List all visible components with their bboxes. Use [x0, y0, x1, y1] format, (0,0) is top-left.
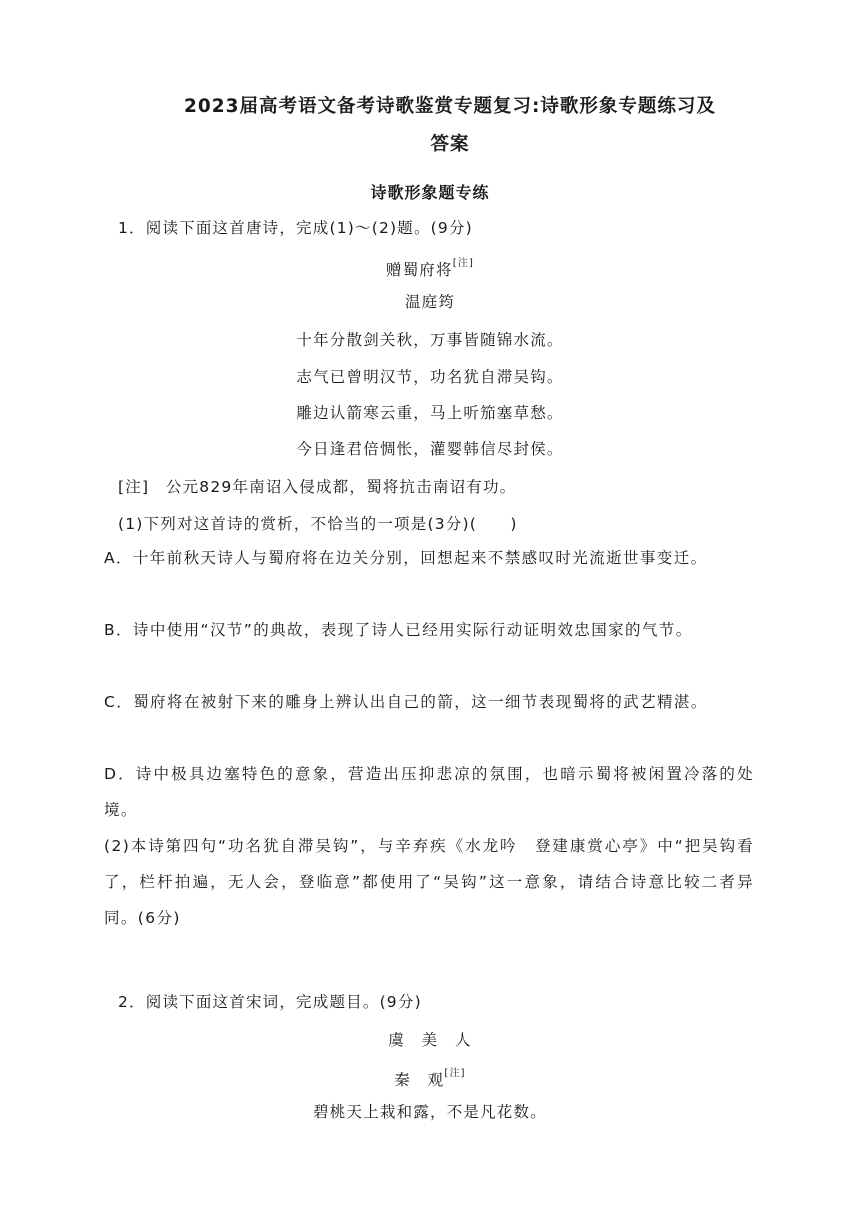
q2-poet — [0, 1064, 860, 1090]
q1-poem-title-text: 赠蜀府将 — [385, 261, 453, 279]
q1-poem-line-4: 今日逢君倍惆怅，灌婴韩信尽封侯。 — [296, 440, 564, 458]
document-title-line1: 2023届高考语文备考诗歌鉴赏专题复习:诗歌形象专题练习及 — [184, 96, 716, 117]
q2-poet-note-mark: [注] — [444, 1068, 466, 1079]
q1-option-d: D．诗中极具边塞特色的意象，营造出压抑悲凉的氛围，也暗示蜀将被闲置冷落的处境。 — [104, 765, 754, 819]
q1-poem-line-1: 十年分散剑关秋，万事皆随锦水流。 — [296, 331, 564, 349]
q2-intro: 2．阅读下面这首宋词，完成题目。(9分) — [118, 993, 422, 1011]
q1-sub2: (2)本诗第四句“功名犹自滞吴钩”，与辛弃疾《水龙吟 登建康赏心亭》中“把吴钩看了，栏杆拍遍，无人会，登临意”都使用了“吴钩”这一意象，请结合诗意比较二者异同。(6分) — [104, 837, 754, 927]
q1-poem-line-2: 志气已曾明汉节，功名犹自滞吴钩。 — [296, 368, 564, 386]
q1-option-b: B．诗中使用“汉节”的典故，表现了诗人已经用实际行动证明效忠国家的气节。 — [104, 621, 693, 639]
q1-poem-line-3: 雕边认箭寒云重，马上听笳塞草愁。 — [296, 404, 564, 422]
q1-sub1: (1)下列对这首诗的赏析，不恰当的一项是(3分)( ) — [118, 515, 518, 533]
q1-option-c: C．蜀府将在被射下来的雕身上辨认出自己的箭，这一细节表现蜀将的武艺精湛。 — [104, 693, 708, 711]
document-title-line2: 答案 — [430, 134, 470, 155]
q1-note: [注] 公元829年南诏入侵成都，蜀将抗击南诏有功。 — [118, 478, 517, 496]
q2-poem-title: 虞 美 人 — [388, 1031, 472, 1049]
q1-poem-title — [0, 254, 860, 280]
q1-option-a: A．十年前秋天诗人与蜀府将在边关分别，回想起来不禁感叹时光流逝世事变迁。 — [104, 549, 708, 567]
q1-poet: 温庭筠 — [404, 293, 456, 311]
q2-poet-text: 秦 观 — [394, 1071, 445, 1089]
q2-poem-line-1: 碧桃天上栽和露，不是凡花数。 — [313, 1103, 547, 1121]
section-subtitle: 诗歌形象题专练 — [370, 183, 490, 202]
q1-poem-note-mark: [注] — [452, 258, 475, 269]
q1-intro: 1．阅读下面这首唐诗，完成(1)～(2)题。(9分) — [118, 219, 473, 237]
